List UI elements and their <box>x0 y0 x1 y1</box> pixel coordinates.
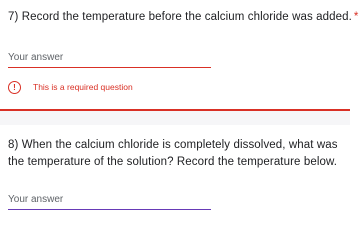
question-8-answer-underline <box>8 209 211 211</box>
question-8-answer-placeholder: Your answer <box>8 194 64 205</box>
question-8-card <box>0 125 350 227</box>
question-7-title-text: 7) Record the temperature before the calcium chloride was added. <box>8 11 352 23</box>
question-8-title: 8) When the calcium chloride is completely dissolved, what was the temperature of the solution? Record the temperature below. <box>8 139 338 168</box>
question-8-answer-input[interactable] <box>8 192 211 210</box>
error-icon: ! <box>8 81 21 94</box>
question-7-error-text: This is a required question <box>33 82 133 92</box>
question-7-card <box>0 0 359 110</box>
question-7-answer-input[interactable] <box>8 50 211 68</box>
question-7-answer-placeholder: Your answer <box>8 52 64 63</box>
card-separator <box>0 111 350 125</box>
question-7-error <box>8 80 133 94</box>
required-asterisk: * <box>353 11 359 23</box>
question-7-title <box>8 9 359 26</box>
question-7-answer-underline <box>8 67 211 68</box>
